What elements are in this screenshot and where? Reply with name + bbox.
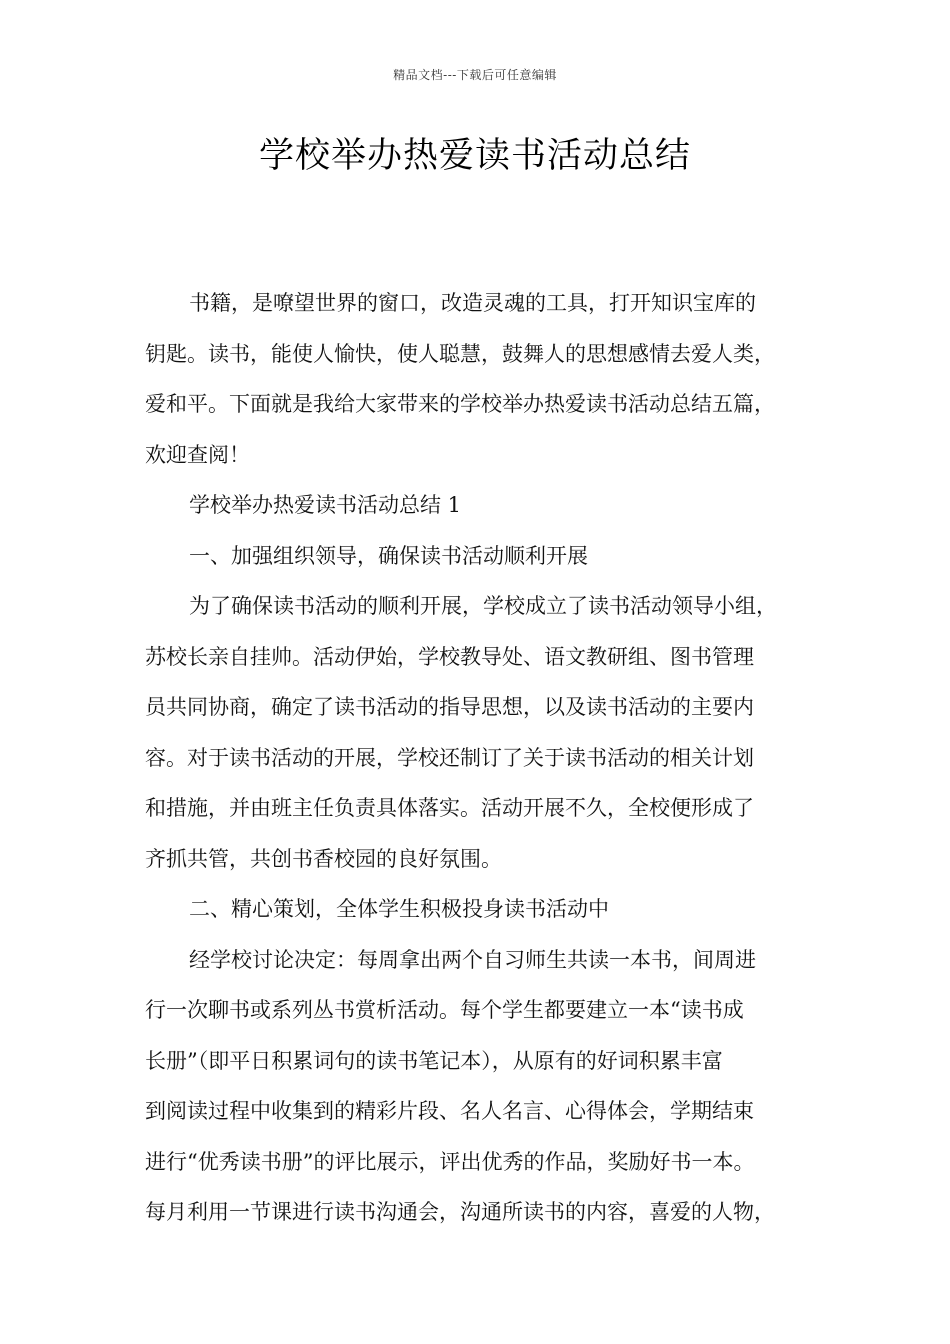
paragraph-line: 经学校讨论决定：每周拿出两个自习师生共读一本书，间周进 <box>189 947 756 972</box>
paragraph-line: 容。对于读书活动的开展，学校还制订了关于读书活动的相关计划 <box>145 745 754 770</box>
paragraph-line: 钥匙。读书，能使人愉快，使人聪慧，鼓舞人的思想感情去爱人类， <box>145 341 775 366</box>
section-heading: 学校举办热爱读书活动总结 1 <box>189 493 462 517</box>
header-note: 精品文档---下载后可任意编辑 <box>393 68 557 82</box>
paragraph-line: 欢迎查阅！ <box>145 442 250 467</box>
paragraph-line: 为了确保读书活动的顺利开展，学校成立了读书活动领导小组， <box>189 594 777 618</box>
document-body <box>145 278 825 1238</box>
paragraph-line: 行一次聊书或系列丛书赏析活动。每个学生都要建立一本“读书成 <box>145 998 744 1022</box>
document-title: 学校举办热爱读书活动总结 <box>258 136 691 176</box>
paragraph-line: 进行“优秀读书册”的评比展示，评出优秀的作品，奖励好书一本。 <box>145 1149 755 1174</box>
section-heading: 二、精心策划，全体学生积极投身读书活动中 <box>189 897 609 921</box>
paragraph-line: 苏校长亲自挂帅。活动伊始，学校教导处、语文教研组、图书管理 <box>145 644 754 669</box>
paragraph-line: 员共同协商，确定了读书活动的指导思想，以及读书活动的主要内 <box>145 695 754 719</box>
paragraph-line: 每月利用一节课进行读书沟通会，沟通所读书的内容，喜爱的人物， <box>145 1200 775 1224</box>
paragraph-line: 书籍，是嘹望世界的窗口，改造灵魂的工具，打开知识宝库的 <box>189 291 756 315</box>
paragraph-line: 爱和平。下面就是我给大家带来的学校举办热爱读书活动总结五篇， <box>145 392 775 416</box>
paragraph-line: 到阅读过程中收集到的精彩片段、名人名言、心得体会，学期结束 <box>145 1099 754 1123</box>
paragraph-line: 齐抓共管，共创书香校园的良好氛围。 <box>145 846 502 871</box>
paragraph-line: 和措施，并由班主任负责具体落实。活动开展不久，全校便形成了 <box>145 796 754 820</box>
paragraph-line: 长册”（即平日积累词句的读书笔记本），从原有的好词积累丰富 <box>145 1048 723 1073</box>
section-heading: 一、加强组织领导，确保读书活动顺利开展 <box>189 543 588 568</box>
